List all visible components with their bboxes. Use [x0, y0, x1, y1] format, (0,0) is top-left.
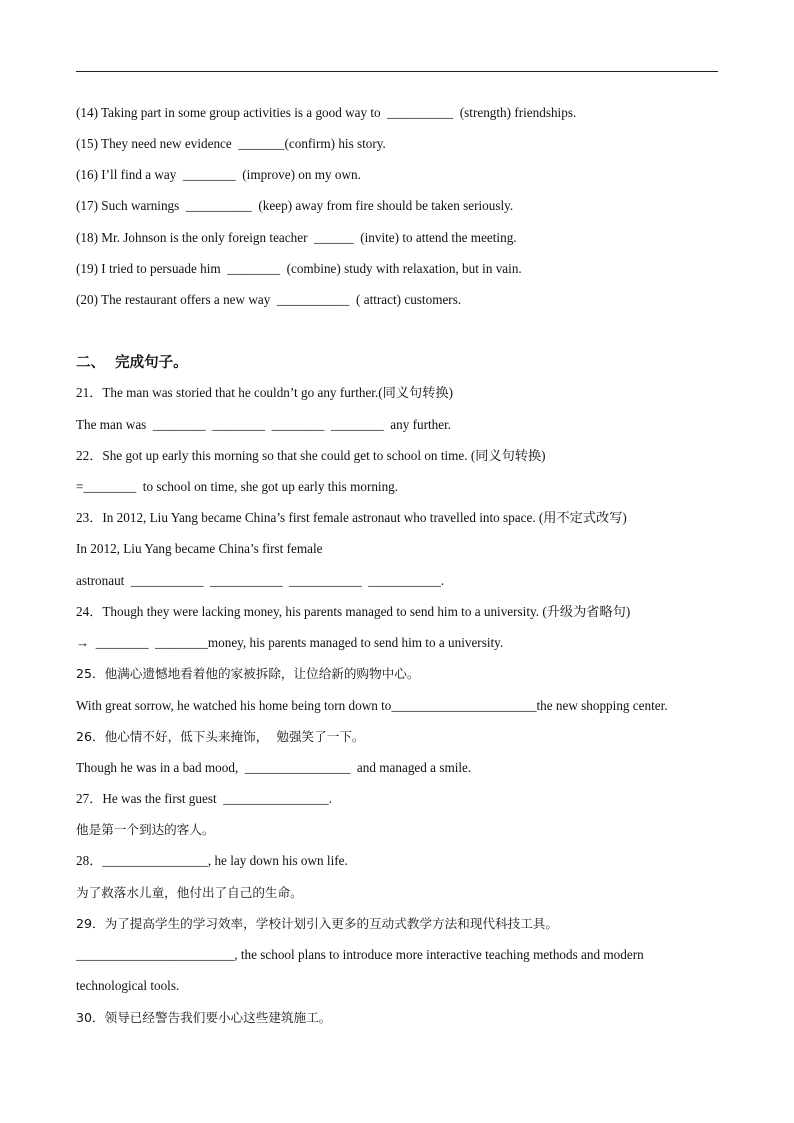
header-rule	[76, 71, 718, 72]
section-heading: 二、 完成句子。	[76, 355, 188, 371]
question-20: (20) The restaurant offers a new way ___________ ( attract) customers.	[76, 292, 462, 307]
question-30-prompt: 30．领导已经警告我们要小心这些建筑施工。	[76, 1010, 332, 1025]
question-21-prompt: 21．The man was storied that he couldn’t go any further.(同义句转换)	[76, 385, 453, 400]
question-23-prompt: 23．In 2012, Liu Yang became China’s first female astronaut who travelled into space. (用不定式改写)	[76, 510, 627, 525]
question-28-prompt: 28．________________, he lay down his own life.	[76, 853, 348, 868]
question-29-answer-line-2: technological tools.	[76, 978, 180, 993]
question-23-answer-line-1: In 2012, Liu Yang became China’s first female	[76, 541, 323, 556]
question-14: (14) Taking part in some group activities is a good way to __________ (strength) friendships.	[76, 105, 577, 120]
question-25-prompt: 25．他满心遗憾地看着他的家被拆除，让位给新的购物中心。	[76, 666, 420, 681]
question-28-translation: 为了救落水儿童，他付出了自己的生命。	[76, 885, 303, 900]
question-17: (17) Such warnings __________ (keep) away from fire should be taken seriously.	[76, 198, 514, 213]
question-15: (15) They need new evidence _______(confirm) his story.	[76, 136, 386, 151]
question-25-answer-line: With great sorrow, he watched his home being torn down to______________________the new shopping center.	[76, 698, 668, 713]
question-24-answer-line: → ________ ________money, his parents managed to send him to a university.	[76, 635, 504, 650]
question-24-prompt: 24．Though they were lacking money, his parents managed to send him to a university. (升级为省略句)	[76, 604, 631, 619]
question-29-answer-line-1: ________________________, the school plans to introduce more interactive teaching methods and modern	[76, 947, 644, 962]
question-27-prompt: 27．He was the first guest ________________.	[76, 791, 333, 806]
question-22-answer-line: =________ to school on time, she got up early this morning.	[76, 479, 399, 494]
question-16: (16) I’ll find a way ________ (improve) on my own.	[76, 167, 361, 182]
question-22-prompt: 22．She got up early this morning so that she could get to school on time. (同义句转换)	[76, 448, 546, 463]
question-19: (19) I tried to persuade him ________ (combine) study with relaxation, but in vain.	[76, 261, 522, 276]
question-23-answer-line-2: astronaut ___________ ___________ ___________ ___________.	[76, 573, 445, 588]
question-18: (18) Mr. Johnson is the only foreign teacher ______ (invite) to attend the meeting.	[76, 230, 517, 245]
question-26-answer-line: Though he was in a bad mood, ________________ and managed a smile.	[76, 760, 472, 775]
question-26-prompt: 26．他心情不好，低下头来掩饰， 勉强笑了一下。	[76, 729, 365, 744]
question-21-answer-line: The man was ________ ________ ________ ________ any further.	[76, 417, 452, 432]
question-29-prompt: 29．为了提高学生的学习效率，学校计划引入更多的互动式教学方法和现代科技工具。	[76, 916, 558, 931]
question-27-translation: 他是第一个到达的客人。	[76, 822, 215, 837]
